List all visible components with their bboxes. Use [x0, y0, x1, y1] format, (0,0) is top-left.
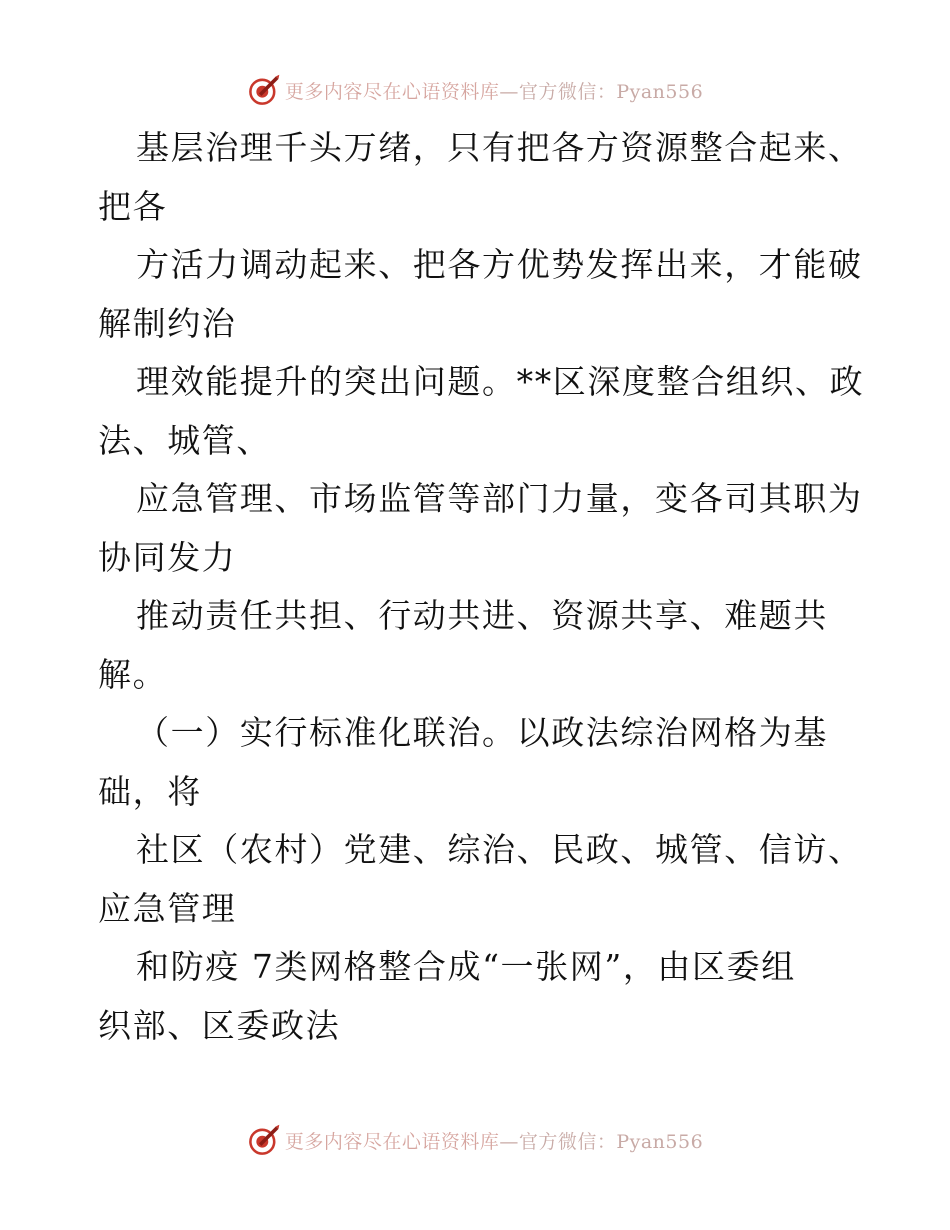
section-heading-line: （一）实行标准化联治。以政法综治网格为基: [136, 713, 828, 752]
text-line: 解制约治: [98, 303, 237, 343]
text-line: 应急管理、市场监管等部门力量，变各司其职为: [136, 479, 863, 518]
text-line: 法、城管、: [98, 420, 271, 460]
text-line: 社区（农村）党建、综治、民政、城管、信访、: [136, 830, 863, 869]
header-watermark-text: 更多内容尽在心语资料库—官方微信：Pyan556: [284, 80, 704, 103]
text-line: 应急管理: [98, 888, 237, 928]
text-line: 把各: [98, 186, 168, 226]
text-line: 基层治理千头万绪，只有把各方资源整合起来、: [136, 128, 863, 167]
text-line: 解。: [98, 654, 168, 694]
text-line: 方活力调动起来、把各方优势发挥出来，才能破: [136, 245, 863, 284]
footer-watermark-banner: [0, 1120, 950, 1160]
header-watermark-banner: [0, 70, 950, 110]
document-body: [98, 119, 865, 1055]
footer-watermark-text: 更多内容尽在心语资料库—官方微信：Pyan556: [284, 1130, 704, 1153]
text-line: 础，将: [98, 771, 202, 811]
text-line: 理效能提升的突出问题。**区深度整合组织、政: [136, 362, 865, 401]
text-line: 推动责任共担、行动共进、资源共享、难题共: [136, 596, 828, 635]
text-line: 织部、区委政法: [98, 1005, 341, 1045]
quill-pen-logo-icon: [247, 1123, 281, 1157]
text-line: 协同发力: [98, 537, 237, 577]
text-line: 和防疫 7类网格整合成“一张网”，由区委组: [136, 947, 796, 986]
quill-pen-logo-icon: [247, 73, 281, 107]
